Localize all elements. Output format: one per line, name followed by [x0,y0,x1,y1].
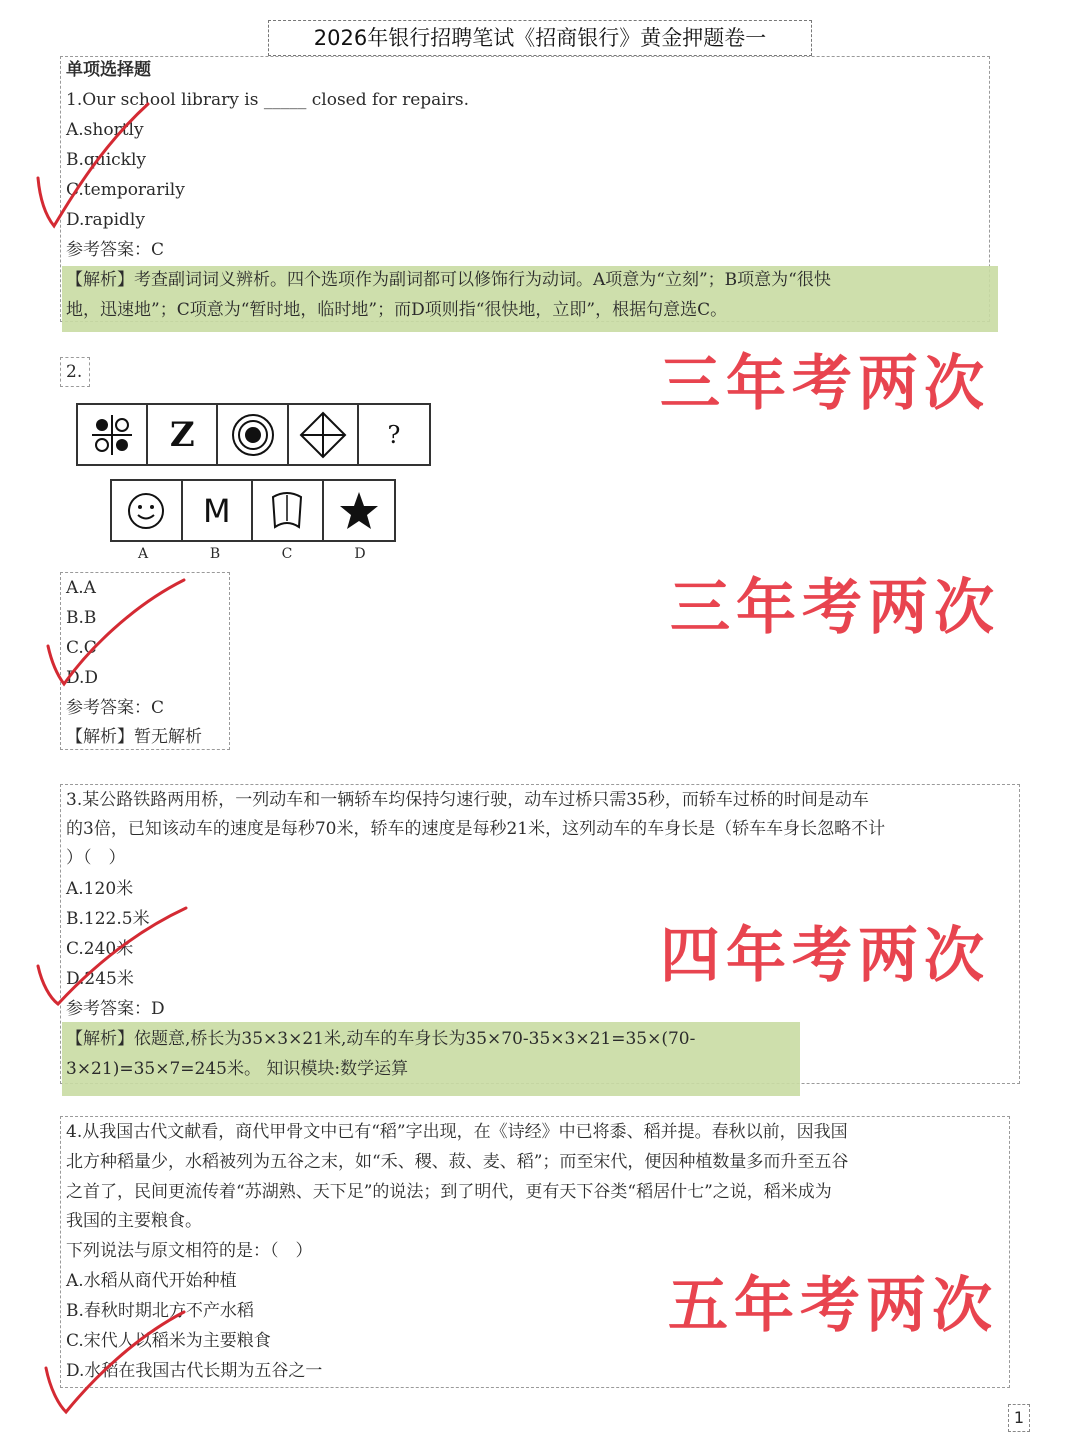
q3-analysis-line-2: 3×21)=35×7=245米。 知识模块:数学运算 [66,1059,409,1079]
page-number: 1 [1008,1404,1030,1432]
q4-stem-line-4: 我国的主要粮食。 [66,1211,202,1231]
q1-analysis-line-2: 地，迅速地”；C项意为“暂时地，临时地”；而D项则指“很快地，立即”，根据句意选C。 [66,300,728,320]
q4-stem-line-2: 北方种稻量少，水稻被列为五谷之末，如“禾、稷、菽、麦、稻”；而至宋代，便因种植数量多而升至五谷 [66,1152,849,1172]
diamond-cross-icon [299,411,347,459]
q2-option-c: C.C [66,638,97,658]
q1-option-d: D.rapidly [66,210,145,230]
q3-stem-line-3: ）（ ） [66,848,126,868]
four-dots-cross-icon [90,413,134,457]
q3-analysis-line-1: 【解析】依题意,桥长为35×3×21米,动车的车身长为35×70-35×3×21=35×(70- [66,1029,696,1049]
figure-cell-question: ? [387,420,401,449]
option-caption-a: A [137,546,149,562]
q3-option-a: A.120米 [66,879,134,899]
q4-stem-line-3: 之首了，民间更流传着“苏湖熟、天下足”的说法；到了明代，更有天下谷类“稻居什七”之说，稻米成为 [66,1182,832,1202]
frequency-stamp-q1: 三年考两次 [660,349,990,419]
q2-option-a: A.A [66,578,96,598]
folded-map-icon [269,491,305,531]
q3-option-d: D.245米 [66,969,134,989]
figure-sequence-row [76,403,431,466]
q3-stem-line-2: 的3倍，已知该动车的速度是每秒70米，轿车的速度是每秒21米，这列动车的车身长是（轿车车身长忽略不计 [66,819,886,839]
q4-question: 下列说法与原文相符的是：（ ） [66,1241,313,1261]
figure-cell-z: Z [148,405,218,464]
q1-stem: 1.Our school library is _____ closed for repairs. [66,90,469,110]
star-icon [338,490,380,532]
option-cell-a [112,481,183,540]
q2-answer: 参考答案：C [66,698,165,718]
option-caption-d: D [354,546,366,562]
figure-cell-diamond [289,405,359,464]
figure-cell-dots [78,405,148,464]
q2-option-b: B.B [66,608,97,628]
q3-option-b: B.122.5米 [66,909,150,929]
section-heading: 单项选择题 [66,60,151,80]
option-cell-c [253,481,324,540]
figure-options-row [110,479,396,542]
q4-stem-line-1: 4.从我国古代文献看，商代甲骨文中已有“稻”字出现，在《诗经》中已将黍、稻并提。春秋以前，因我国 [66,1122,848,1142]
q1-option-b: B.quickly [66,150,147,170]
document-title: 2026年银行招聘笔试《招商银行》黄金押题卷一 [268,20,812,56]
q2-option-d: D.D [66,668,99,688]
q2-stem: 2. [66,362,83,382]
q4-option-a: A.水稻从商代开始种植 [66,1271,237,1291]
option-cell-d [324,481,394,540]
smiley-face-icon [126,491,166,531]
q2-analysis: 【解析】暂无解析 [66,727,202,747]
figure-cell-target [218,405,288,464]
q1-analysis-line-1: 【解析】考查副词词义辨析。四个选项作为副词都可以修饰行为动词。A项意为“立刻”；B项意为“很快 [66,270,831,290]
frequency-stamp-q2: 三年考两次 [670,573,1000,643]
q3-option-c: C.240米 [66,939,134,959]
q3-answer: 参考答案：D [66,999,165,1019]
option-cell-b: M [183,481,254,540]
q4-option-b: B.春秋时期北方不产水稻 [66,1301,254,1321]
concentric-target-icon [230,412,276,458]
q1-option-a: A.shortly [66,120,144,140]
q4-option-c: C.宋代人以稻米为主要粮食 [66,1331,271,1351]
option-caption-b: B [209,546,221,562]
option-caption-c: C [281,546,293,562]
q1-option-c: C.temporarily [66,180,185,200]
q3-stem-line-1: 3.某公路铁路两用桥，一列动车和一辆轿车均保持匀速行驶，动车过桥只需35秒，而轿车过桥的时间是动车 [66,790,869,810]
q1-answer: 参考答案：C [66,240,165,260]
frequency-stamp-q3: 四年考两次 [660,921,990,991]
frequency-stamp-q4: 五年考两次 [668,1271,998,1341]
q4-option-d: D.水稻在我国古代长期为五谷之一 [66,1361,323,1381]
